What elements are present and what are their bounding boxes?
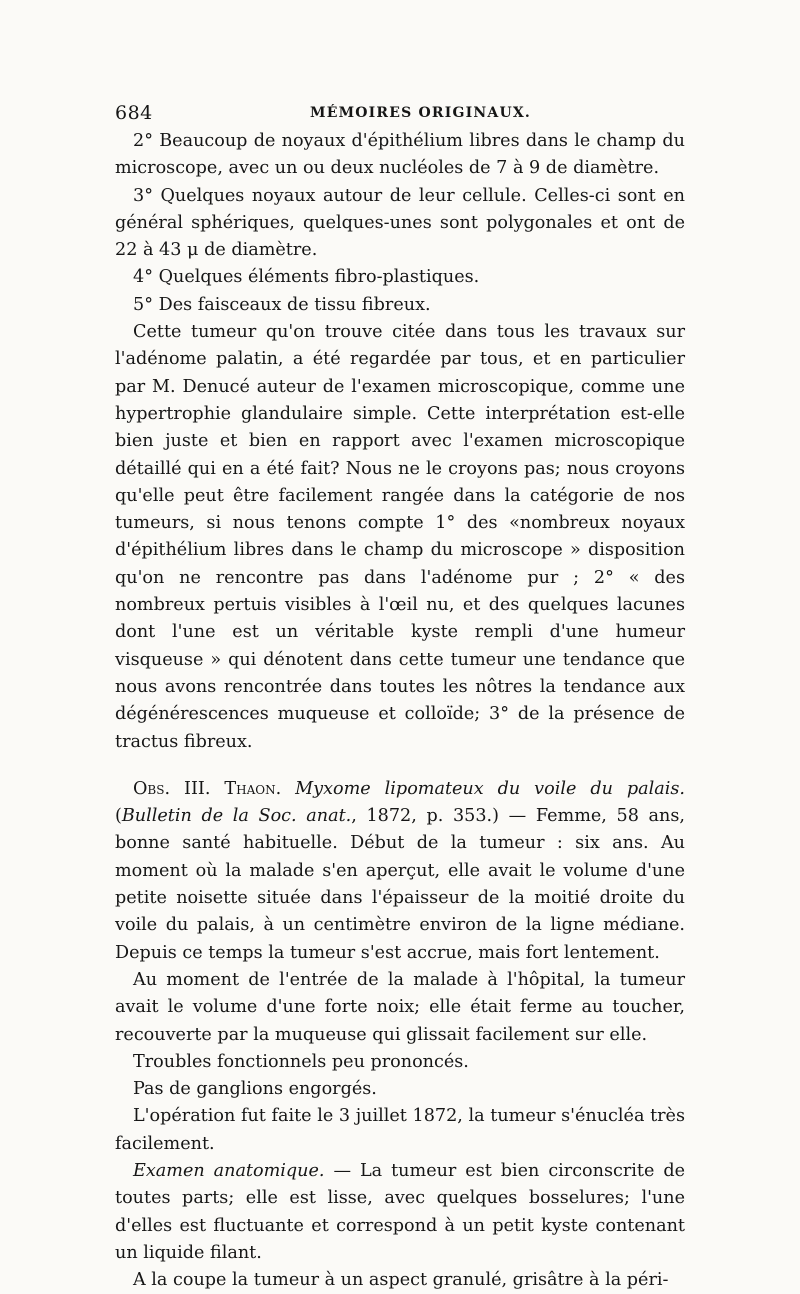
observation-label: Obs. III. Thaon. — [133, 778, 282, 799]
paragraph-observation — [115, 776, 685, 967]
paragraph-troubles: Troubles fonctionnels peu prononcés. — [133, 1051, 469, 1072]
running-head: MÉMOIRES ORIGINAUX. — [310, 105, 531, 121]
paragraph-item-2: 2° Beaucoup de noyaux d'épithélium libres dans le champ du microscope, avec un ou deux nucléoles de 7 à 9 de diamètre. — [115, 131, 685, 179]
page-number: 684 — [115, 102, 153, 124]
paragraph-last-line: A la coupe la tumeur à un aspect granulé, grisâtre à la péri- — [133, 1270, 669, 1291]
observation-source-open: ( — [115, 806, 122, 827]
paragraph-ganglions: Pas de ganglions engorgés. — [133, 1079, 377, 1100]
examen-text: — La tumeur est bien circonscrite de toutes parts; elle est lisse, avec quelques bosselures; l'une d'elles est fluctuante et correspond à un petit kyste contenant un liquide filant. — [115, 1160, 686, 1263]
observation-text: , 1872, p. 353.) — Femme, 58 ans, bonne santé habituelle. Début de la tumeur : six ans. Au moment où la malade s'en aperçut, elle avait le volume d'une petite noisette située dans l'épaisseur de la moitié droite du voile du palais, à un centimètre environ de la ligne médiane. Depuis ce temps la tumeur s'est accrue, mais fort lentement. — [115, 806, 685, 963]
paragraph-item-4: 4° Quelques éléments fibro-plastiques. — [133, 267, 480, 288]
section-gap — [115, 756, 685, 776]
paragraph-operation: L'opération fut faite le 3 juillet 1872, la tumeur s'énucléa très facilement. — [115, 1106, 685, 1154]
examen-label: Examen anatomique. — [133, 1160, 325, 1181]
page-header — [115, 102, 685, 128]
body-text — [115, 128, 685, 1294]
paragraph-commentary: Cette tumeur qu'on trouve citée dans tous les travaux sur l'adénome palatin, a été regardée par tous, et en particulier par M. Denucé auteur de l'examen microscopique, comme une hypertrophie glandulaire simple. Cette interprétation est-elle bien juste et bien en rapport avec l'examen microscopique détaillé qui en a été fait? Nous ne le croyons pas; nous croyons qu'elle peut être facilement rangée dans la catégorie de nos tumeurs, si nous tenons compte 1° des «nombreux noyaux d'épithélium libres dans le champ du microscope » disposition qu'on ne rencontre pas dans l'adénome pur ; 2° « des nombreux pertuis visibles à l'œil nu, et des quelques lacunes dont l'une est un véritable kyste rempli d'une humeur visqueuse » qui dénotent dans cette tumeur une tendance que nous avons rencontrée dans toutes les nôtres la tendance aux dégénérescences muqueuse et colloïde; 3° de la présence de tractus fibreux. — [115, 322, 685, 752]
observation-title: Myxome lipomateux du voile du palais. — [295, 778, 685, 799]
paragraph-examen — [115, 1158, 685, 1267]
paragraph-item-5: 5° Des faisceaux de tissu fibreux. — [133, 294, 431, 315]
paragraph-item-3: 3° Quelques noyaux autour de leur cellule. Celles-ci sont en général sphériques, quelques-unes sont polygonales et ont de 22 à 43 μ de diamètre. — [115, 185, 685, 261]
paragraph-entry: Au moment de l'entrée de la malade à l'hôpital, la tumeur avait le volume d'une forte noix; elle était ferme au toucher, recouverte par la muqueuse qui glissait facilement sur elle. — [115, 969, 685, 1045]
observation-source: Bulletin de la Soc. anat. — [121, 806, 352, 827]
